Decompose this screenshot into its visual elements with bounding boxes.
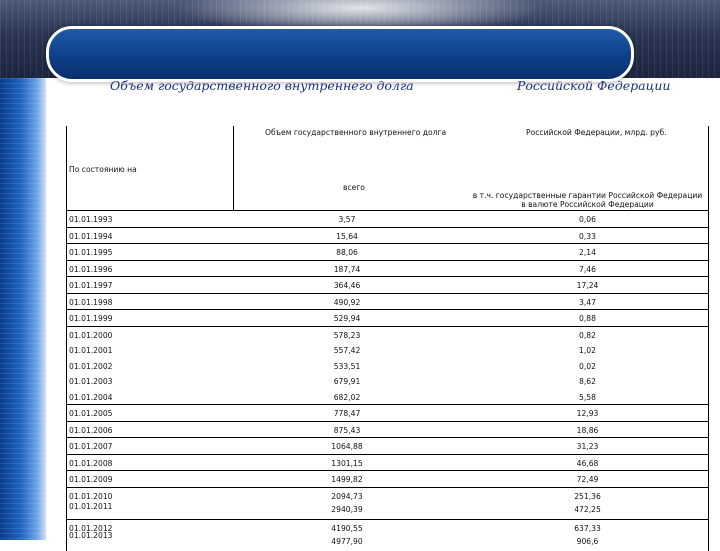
table-row [67, 310, 708, 327]
cell-guarantees: 8,62 [579, 377, 596, 386]
cell-date: 01.01.2010 [69, 491, 113, 501]
cell-total: 1301,15 [331, 458, 363, 468]
cell-total: 578,23 [333, 330, 361, 340]
table-row [67, 389, 708, 406]
cell-date: 01.01.2003 [69, 377, 113, 386]
cell-date: 01.01.2009 [69, 475, 113, 484]
cell-guarantees: 12,93 [576, 409, 599, 418]
header-band [0, 0, 720, 78]
table-row [67, 358, 708, 374]
cell-date: 01.01.2000 [69, 330, 113, 340]
sidebar-stripes [0, 78, 46, 540]
table-row [67, 520, 708, 551]
cell-total: 1064,88 [331, 442, 363, 451]
cell-guarantees: 72,49 [576, 475, 599, 484]
table-row [67, 471, 708, 488]
cell-total: 875,43 [333, 425, 361, 435]
cell-date: 01.01.2012 [69, 523, 113, 533]
cell-guarantees: 7,46 [579, 264, 596, 274]
cell-guarantees: 0,06 [579, 215, 596, 224]
table-row [67, 405, 708, 422]
cell-date: 01.01.1994 [69, 231, 113, 241]
table-row [67, 211, 708, 228]
column-header-guarantees-line2: в валюте Российской Федерации [521, 200, 654, 209]
cell-date: 01.01.2008 [69, 458, 113, 468]
cell-date: 01.01.1999 [69, 314, 113, 323]
cell-date: 01.01.1996 [69, 264, 113, 274]
header-title-part2: Российской Федерации, млрд. руб. [526, 128, 667, 137]
column-header-guarantees-line1: в т.ч. государственные гарантии Российской Федерации [472, 191, 703, 200]
table-row [67, 327, 708, 343]
cell-date: 01.01.2005 [69, 409, 113, 418]
cell-total: 682,02 [333, 392, 361, 402]
cell-guarantees: 31,23 [576, 442, 599, 451]
sidebar-band [0, 78, 46, 540]
header-title-part1: Объем государственного внутреннего долга [265, 128, 447, 137]
column-header-guarantees [467, 191, 708, 209]
title-banner [46, 26, 634, 82]
table-row [67, 438, 708, 455]
cell-date: 01.01.2011 [69, 501, 113, 511]
debt-table [66, 126, 709, 551]
table-row [67, 488, 708, 520]
cell-total: 4190,55 [331, 523, 363, 533]
table-row [67, 422, 708, 439]
cell-guarantees: 251,36 [574, 491, 601, 501]
cell-total: 529,94 [333, 314, 361, 323]
cell-total: 557,42 [333, 346, 361, 355]
cell-guarantees: 46,68 [576, 458, 599, 468]
cell-date: 01.01.1998 [69, 297, 113, 307]
cell-date: 01.01.2013 [69, 530, 113, 540]
column-header-total: всего [343, 183, 365, 192]
cell-total: 88,06 [336, 248, 358, 257]
cell-total: 3,57 [338, 215, 356, 224]
cell-guarantees: 0,88 [579, 314, 596, 323]
table-row [67, 294, 708, 311]
table-header [67, 126, 708, 211]
column-header-date: По состоянию на [69, 165, 137, 174]
cell-total: 490,92 [333, 297, 361, 307]
cell-total: 533,51 [333, 361, 361, 371]
cell-total: 15,64 [336, 231, 358, 241]
cell-guarantees: 0,82 [579, 330, 596, 340]
table-row [67, 244, 708, 261]
header-divider [233, 126, 234, 210]
cell-total: 778,47 [333, 409, 361, 418]
cell-total: 4977,90 [331, 536, 363, 546]
table-row [67, 277, 708, 294]
table-row [67, 455, 708, 472]
cell-guarantees: 0,02 [579, 361, 596, 371]
cell-guarantees: 472,25 [574, 504, 601, 514]
cell-date: 01.01.1997 [69, 281, 113, 290]
cell-guarantees: 0,33 [579, 231, 596, 241]
cell-total: 187,74 [333, 264, 361, 274]
slide-title-left: Объем государственного внутреннего долга [110, 78, 414, 93]
table-row [67, 228, 708, 245]
cell-total: 2940,39 [331, 504, 363, 514]
cell-date: 01.01.1993 [69, 215, 113, 224]
cell-guarantees: 906,6 [576, 536, 599, 546]
cell-total: 2094,73 [331, 491, 363, 501]
cell-total: 1499,82 [331, 475, 363, 484]
cell-guarantees: 3,47 [579, 297, 596, 307]
cell-total: 364,46 [333, 281, 361, 290]
cell-date: 01.01.2002 [69, 361, 113, 371]
cell-guarantees: 1,02 [579, 346, 596, 355]
cell-guarantees: 18,86 [576, 425, 599, 435]
slide-title-right: Российской Федерации [517, 78, 671, 93]
cell-guarantees: 2,14 [579, 248, 596, 257]
cell-date: 01.01.1995 [69, 248, 113, 257]
table-body [67, 211, 708, 551]
cell-date: 01.01.2007 [69, 442, 113, 451]
cell-date: 01.01.2004 [69, 392, 113, 402]
table-row [67, 342, 708, 358]
cell-guarantees: 5,58 [579, 392, 596, 402]
cell-guarantees: 637,33 [574, 523, 601, 533]
cell-guarantees: 17,24 [576, 281, 599, 290]
table-row [67, 373, 708, 389]
table-row [67, 261, 708, 278]
cell-total: 679,91 [333, 377, 361, 386]
cell-date: 01.01.2001 [69, 346, 113, 355]
cell-date: 01.01.2006 [69, 425, 113, 435]
